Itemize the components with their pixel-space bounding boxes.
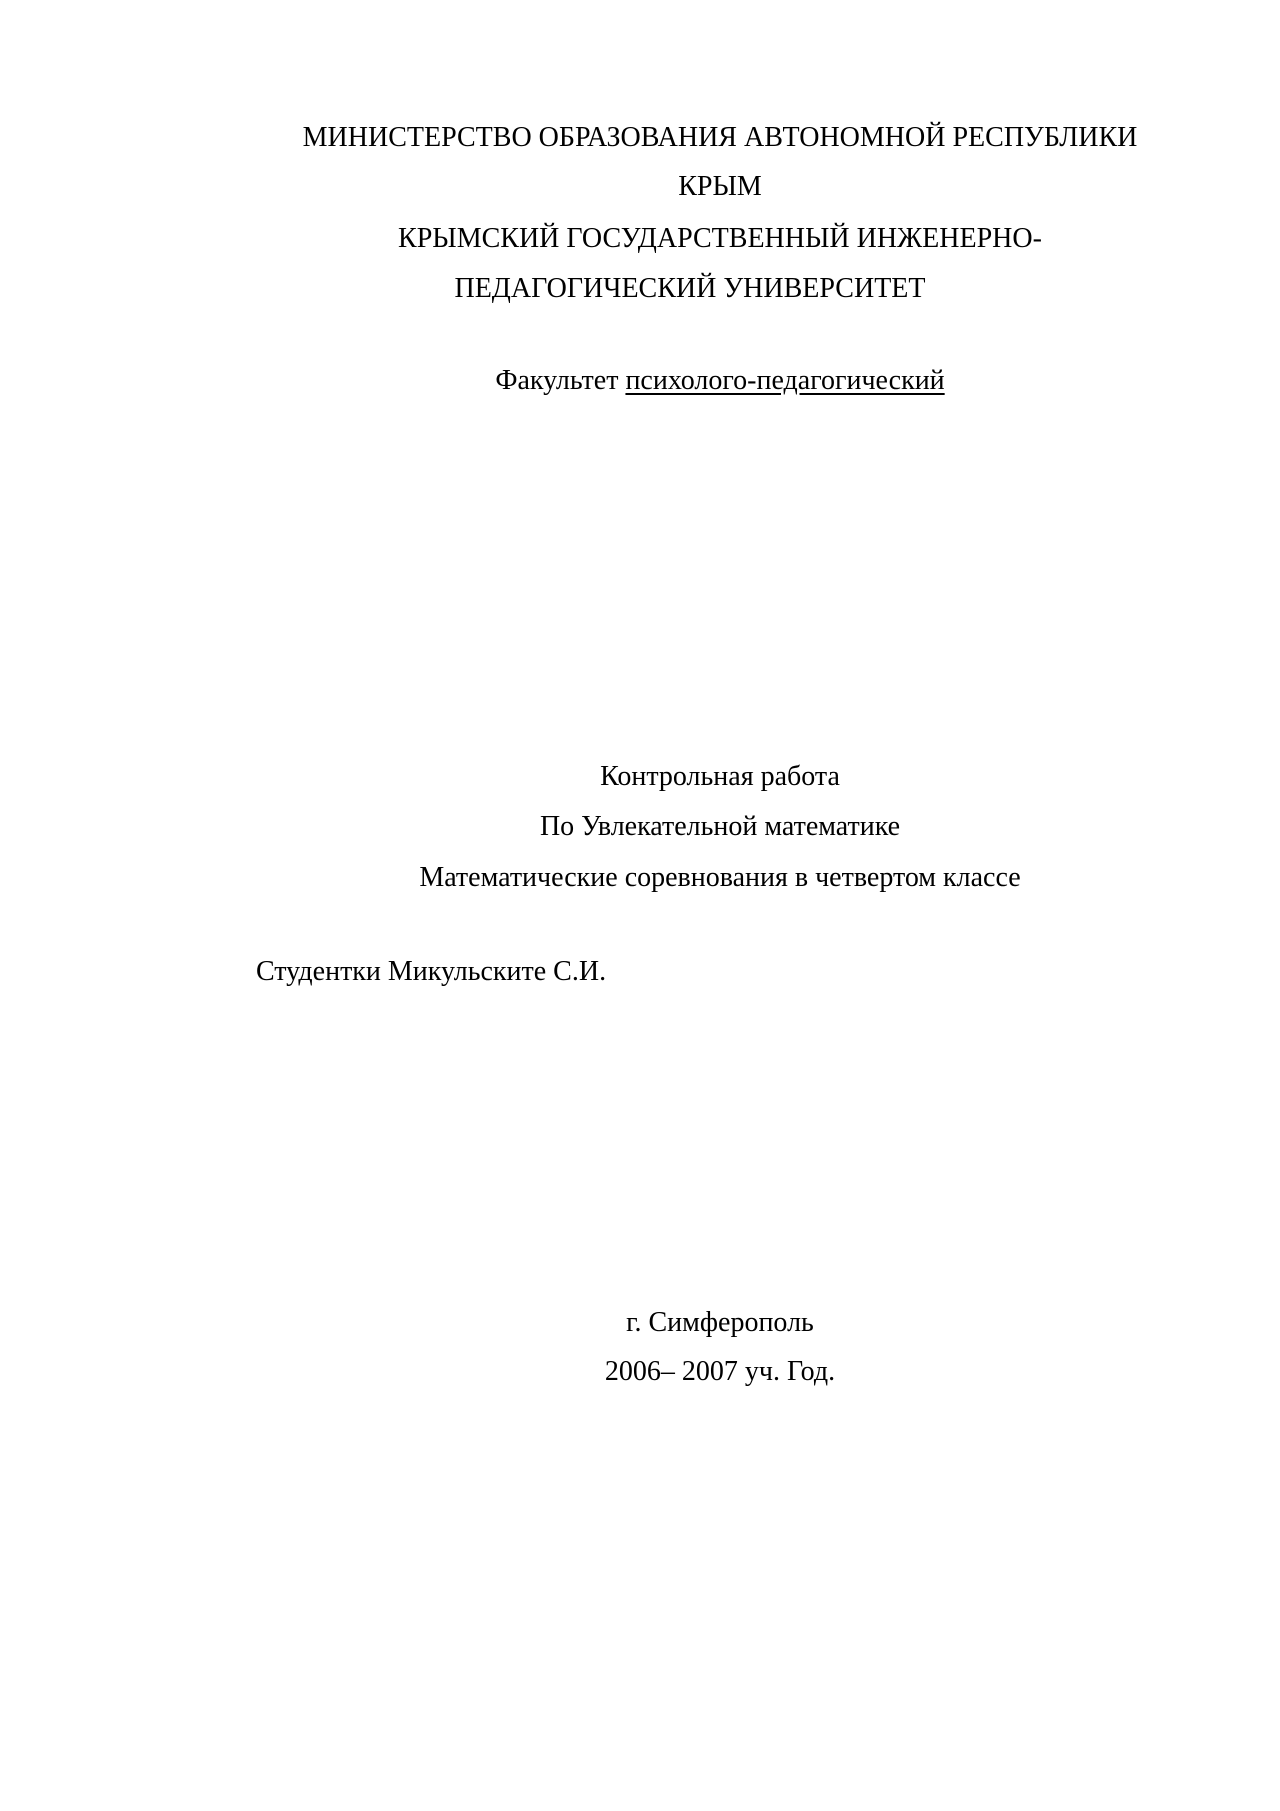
work-type: Контрольная работа	[600, 761, 840, 792]
author-line: Студентки Микульските С.И.	[256, 956, 607, 987]
faculty-name: психолого-педагогический	[625, 365, 945, 396]
footer-city: г. Симферополь	[626, 1307, 814, 1338]
work-subject: По Увлекательной математике	[539, 811, 901, 842]
faculty-label: Факультет	[495, 365, 619, 396]
footer-year: 2006– 2007 уч. Год.	[604, 1356, 836, 1387]
university-line-1: КРЫМСКИЙ ГОСУДАРСТВЕННЫЙ ИНЖЕНЕРНО-	[398, 223, 1042, 254]
university-line-2: ПЕДАГОГИЧЕСКИЙ УНИВЕРСИТЕТ	[454, 273, 926, 304]
faculty-line	[320, 364, 1120, 398]
work-topic: Математические соревнования в четвертом классе	[419, 862, 1021, 893]
ministry-line-1: МИНИСТЕРСТВО ОБРАЗОВАНИЯ АВТОНОМНОЙ РЕСПУБЛИКИ	[302, 122, 1138, 153]
ministry-line-2: КРЫМ	[678, 171, 762, 202]
